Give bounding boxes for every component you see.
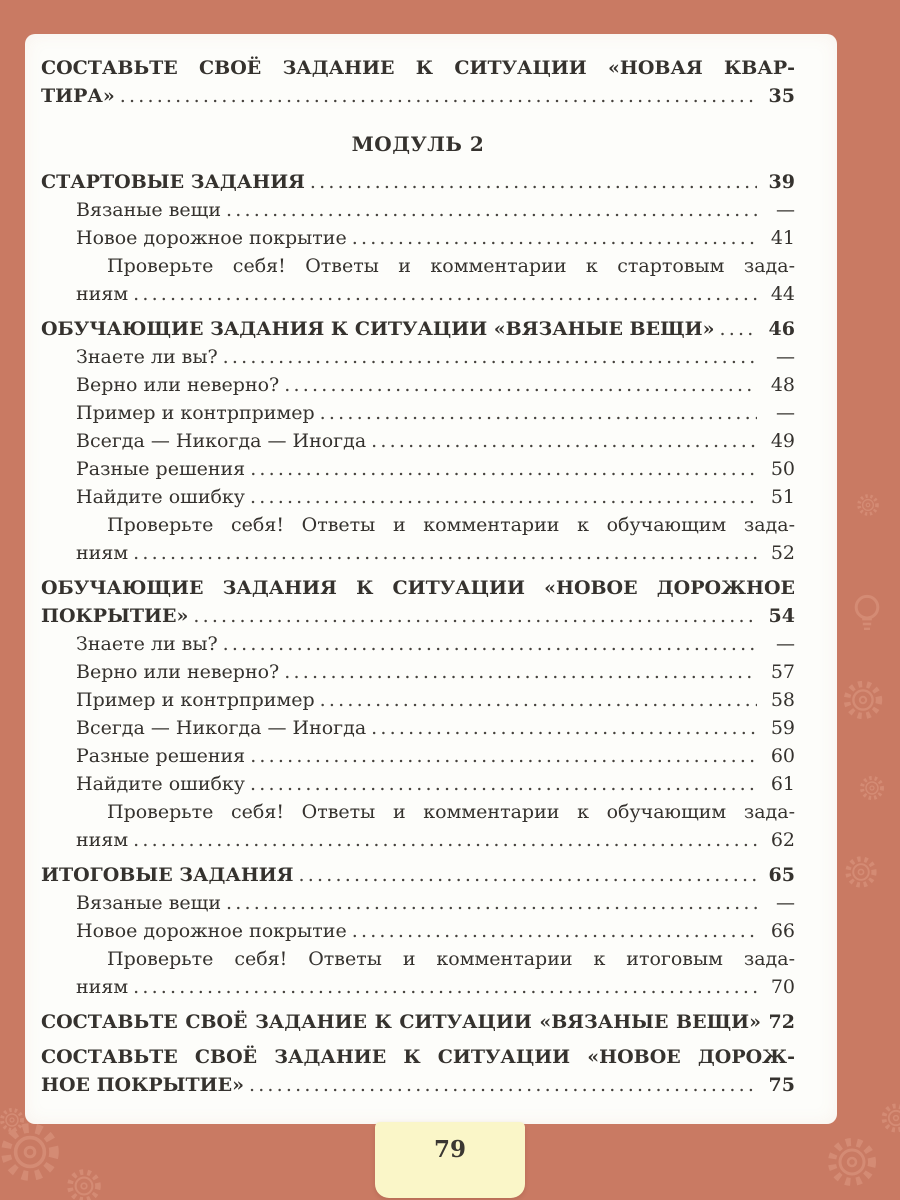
dot-leader — [250, 483, 757, 511]
gear-icon — [70, 1172, 98, 1200]
toc-page-number: — — [776, 199, 795, 221]
gear-icon — [2, 1110, 22, 1130]
gear-icon — [832, 1142, 872, 1182]
toc-page-number: 60 — [770, 745, 795, 767]
dot-leader — [719, 315, 757, 343]
gear-icon — [862, 778, 882, 798]
book-page — [25, 34, 837, 1124]
dot-leader — [310, 168, 757, 196]
toc-entry-line — [41, 686, 795, 714]
toc-page-number: — — [776, 633, 795, 655]
toc-entry-line: Проверьте себя! Ответы и комментарии к обучающим зада- — [107, 514, 795, 536]
gear-icon — [847, 684, 879, 716]
toc-entry — [41, 658, 795, 686]
toc-entry-line: Проверьте себя! Ответы и комментарии к обучающим зада- — [107, 801, 795, 823]
toc-entry-title: ИТОГОВЫЕ ЗАДАНИЯ — [41, 864, 294, 886]
dot-leader — [223, 630, 757, 658]
toc-entry-title: Знаете ли вы? — [76, 633, 218, 655]
gear-icon — [859, 496, 877, 514]
toc-entry-line — [41, 539, 795, 567]
toc-page-number: 66 — [770, 920, 795, 942]
toc-page-number: 54 — [768, 605, 795, 627]
dot-leader — [249, 1071, 757, 1099]
toc-entry-line: СОСТАВЬТЕ СВОЁ ЗАДАНИЕ К СИТУАЦИИ «НОВОЕ ДОРОЖ- — [41, 1046, 795, 1068]
toc-section-module-2 — [41, 168, 795, 1099]
lightbulb-icon — [856, 596, 878, 628]
dot-leader — [284, 658, 757, 686]
toc-page-number: — — [776, 402, 795, 424]
toc-entry-title: Знаете ли вы? — [76, 346, 218, 368]
dot-leader — [299, 861, 757, 889]
toc-page-number: 41 — [770, 227, 795, 249]
toc-entry-line — [41, 742, 795, 770]
toc-entry-line — [41, 196, 795, 224]
toc-entry-line — [41, 168, 795, 196]
toc-entry — [41, 1008, 795, 1036]
toc-entry — [41, 343, 795, 371]
dot-leader — [250, 742, 757, 770]
toc-entry-title: ТИРА» — [41, 85, 115, 107]
toc-entry-line — [41, 658, 795, 686]
toc-entry-line — [41, 399, 795, 427]
toc-entry-line — [41, 714, 795, 742]
dot-leader — [320, 686, 757, 714]
toc-entry-line — [41, 1071, 795, 1099]
toc-entry — [41, 252, 795, 308]
dot-leader — [133, 280, 757, 308]
toc-entry-line — [41, 315, 795, 343]
toc-entry-line — [41, 1008, 795, 1036]
dot-leader — [226, 196, 757, 224]
toc-page-number: 62 — [770, 829, 795, 851]
toc-entry — [41, 742, 795, 770]
toc-page-number: 58 — [770, 689, 795, 711]
toc-entry-line — [41, 455, 795, 483]
toc-entry-line — [41, 602, 795, 630]
module-header: МОДУЛЬ 2 — [351, 132, 485, 156]
toc-entry-title: СОСТАВЬТЕ СВОЁ ЗАДАНИЕ К СИТУАЦИИ «ВЯЗАНЫЕ ВЕЩИ» — [41, 1011, 761, 1033]
toc-entry-line — [41, 343, 795, 371]
toc-entry — [41, 630, 795, 658]
toc-section-continued — [41, 54, 795, 110]
toc-entry-title: Найдите ошибку — [76, 486, 245, 508]
toc-page-number: 44 — [770, 283, 795, 305]
toc-entry-title: ПОКРЫТИЕ» — [41, 605, 189, 627]
toc-entry-line — [41, 861, 795, 889]
toc-page-number: 52 — [770, 542, 795, 564]
toc-entry-line — [41, 371, 795, 399]
toc-entry — [41, 686, 795, 714]
toc-page-number: 72 — [768, 1011, 795, 1033]
dot-leader — [371, 427, 757, 455]
toc-entry — [41, 861, 795, 889]
toc-entry — [41, 889, 795, 917]
dot-leader — [352, 224, 757, 252]
toc-entry — [41, 54, 795, 110]
toc-page-number: 61 — [770, 773, 795, 795]
toc-entry-line — [41, 770, 795, 798]
toc-entry-line — [41, 427, 795, 455]
toc-entry-line — [41, 82, 795, 110]
toc-entry-title: ниям — [76, 976, 129, 998]
toc-page-number: 65 — [768, 864, 795, 886]
gear-icon — [884, 1106, 900, 1130]
toc-entry-title: ниям — [76, 283, 129, 305]
dot-leader — [320, 399, 757, 427]
toc-entry — [41, 455, 795, 483]
toc-page-number: 70 — [770, 976, 795, 998]
toc-entry-title: Новое дорожное покрытие — [76, 227, 347, 249]
toc-entry — [41, 917, 795, 945]
toc-entry-line: Проверьте себя! Ответы и комментарии к итоговым зада- — [107, 948, 795, 970]
toc-entry — [41, 574, 795, 630]
dot-leader — [250, 455, 757, 483]
gear-icon — [6, 1128, 54, 1176]
toc-entry-line — [41, 280, 795, 308]
toc-entry — [41, 1043, 795, 1099]
gear-icon — [848, 859, 874, 885]
toc-entry — [41, 945, 795, 1001]
toc-entry-title: Найдите ошибку — [76, 773, 245, 795]
toc-entry-line — [41, 973, 795, 1001]
toc-entry-title: Разные решения — [76, 458, 246, 480]
toc-entry-line: СОСТАВЬТЕ СВОЁ ЗАДАНИЕ К СИТУАЦИИ «НОВАЯ КВАР- — [41, 57, 795, 79]
toc-entry — [41, 371, 795, 399]
toc-entry — [41, 770, 795, 798]
toc-entry-title: Новое дорожное покрытие — [76, 920, 347, 942]
dot-leader — [352, 917, 757, 945]
dot-leader — [133, 826, 757, 854]
toc-entry — [41, 224, 795, 252]
dot-leader — [226, 889, 757, 917]
toc-entry-line — [41, 826, 795, 854]
toc-entry — [41, 427, 795, 455]
toc-page-number: 39 — [768, 171, 795, 193]
toc-entry-title: Вязаные вещи — [76, 892, 221, 914]
toc-page-number: 50 — [770, 458, 795, 480]
toc-entry-line — [41, 917, 795, 945]
toc-page-number: 48 — [770, 374, 795, 396]
toc-entry-title: ниям — [76, 829, 129, 851]
toc-entry-title: НОЕ ПОКРЫТИЕ» — [41, 1074, 244, 1096]
toc-entry — [41, 798, 795, 854]
toc-entry-title: Разные решения — [76, 745, 246, 767]
toc-entry — [41, 714, 795, 742]
dot-leader — [133, 973, 757, 1001]
toc-entry-title: Верно или неверно? — [76, 374, 280, 396]
dot-leader — [250, 770, 757, 798]
dot-leader — [193, 602, 757, 630]
toc-page-number: 57 — [770, 661, 795, 683]
toc-page-number: 75 — [768, 1074, 795, 1096]
toc-entry — [41, 315, 795, 343]
toc-entry-title: ОБУЧАЮЩИЕ ЗАДАНИЯ К СИТУАЦИИ «ВЯЗАНЫЕ ВЕЩИ» — [41, 318, 715, 340]
toc-page-number: 35 — [768, 85, 795, 107]
toc-entry — [41, 399, 795, 427]
toc-page-number: — — [776, 346, 795, 368]
table-of-contents — [41, 54, 795, 1099]
page-number-tab — [375, 1122, 525, 1198]
toc-entry — [41, 168, 795, 196]
toc-entry-line — [41, 630, 795, 658]
toc-entry — [41, 511, 795, 567]
toc-page-number: 49 — [770, 430, 795, 452]
toc-entry-title: СТАРТОВЫЕ ЗАДАНИЯ — [41, 171, 305, 193]
toc-entry-line — [41, 889, 795, 917]
toc-page-number: 46 — [768, 318, 795, 340]
dot-leader — [284, 371, 757, 399]
toc-entry-title: Пример и контрпример — [76, 689, 315, 711]
dot-leader — [371, 714, 757, 742]
toc-entry-title: ниям — [76, 542, 129, 564]
dot-leader — [133, 539, 757, 567]
toc-entry-line — [41, 224, 795, 252]
toc-entry-line — [41, 483, 795, 511]
toc-entry-title: Вязаные вещи — [76, 199, 221, 221]
toc-entry-title: Пример и контрпример — [76, 402, 315, 424]
toc-entry — [41, 196, 795, 224]
dot-leader — [120, 82, 757, 110]
toc-entry-line: Проверьте себя! Ответы и комментарии к стартовым зада- — [107, 255, 795, 277]
toc-entry-line: ОБУЧАЮЩИЕ ЗАДАНИЯ К СИТУАЦИИ «НОВОЕ ДОРОЖНОЕ — [41, 577, 795, 599]
toc-entry-title: Всегда — Никогда — Иногда — [76, 430, 367, 452]
toc-page-number: — — [776, 892, 795, 914]
toc-entry-title: Всегда — Никогда — Иногда — [76, 717, 367, 739]
toc-page-number: 51 — [770, 486, 795, 508]
toc-page-number: 59 — [770, 717, 795, 739]
page-number: 79 — [433, 1136, 466, 1163]
toc-entry — [41, 483, 795, 511]
toc-entry-title: Верно или неверно? — [76, 661, 280, 683]
dot-leader — [223, 343, 757, 371]
